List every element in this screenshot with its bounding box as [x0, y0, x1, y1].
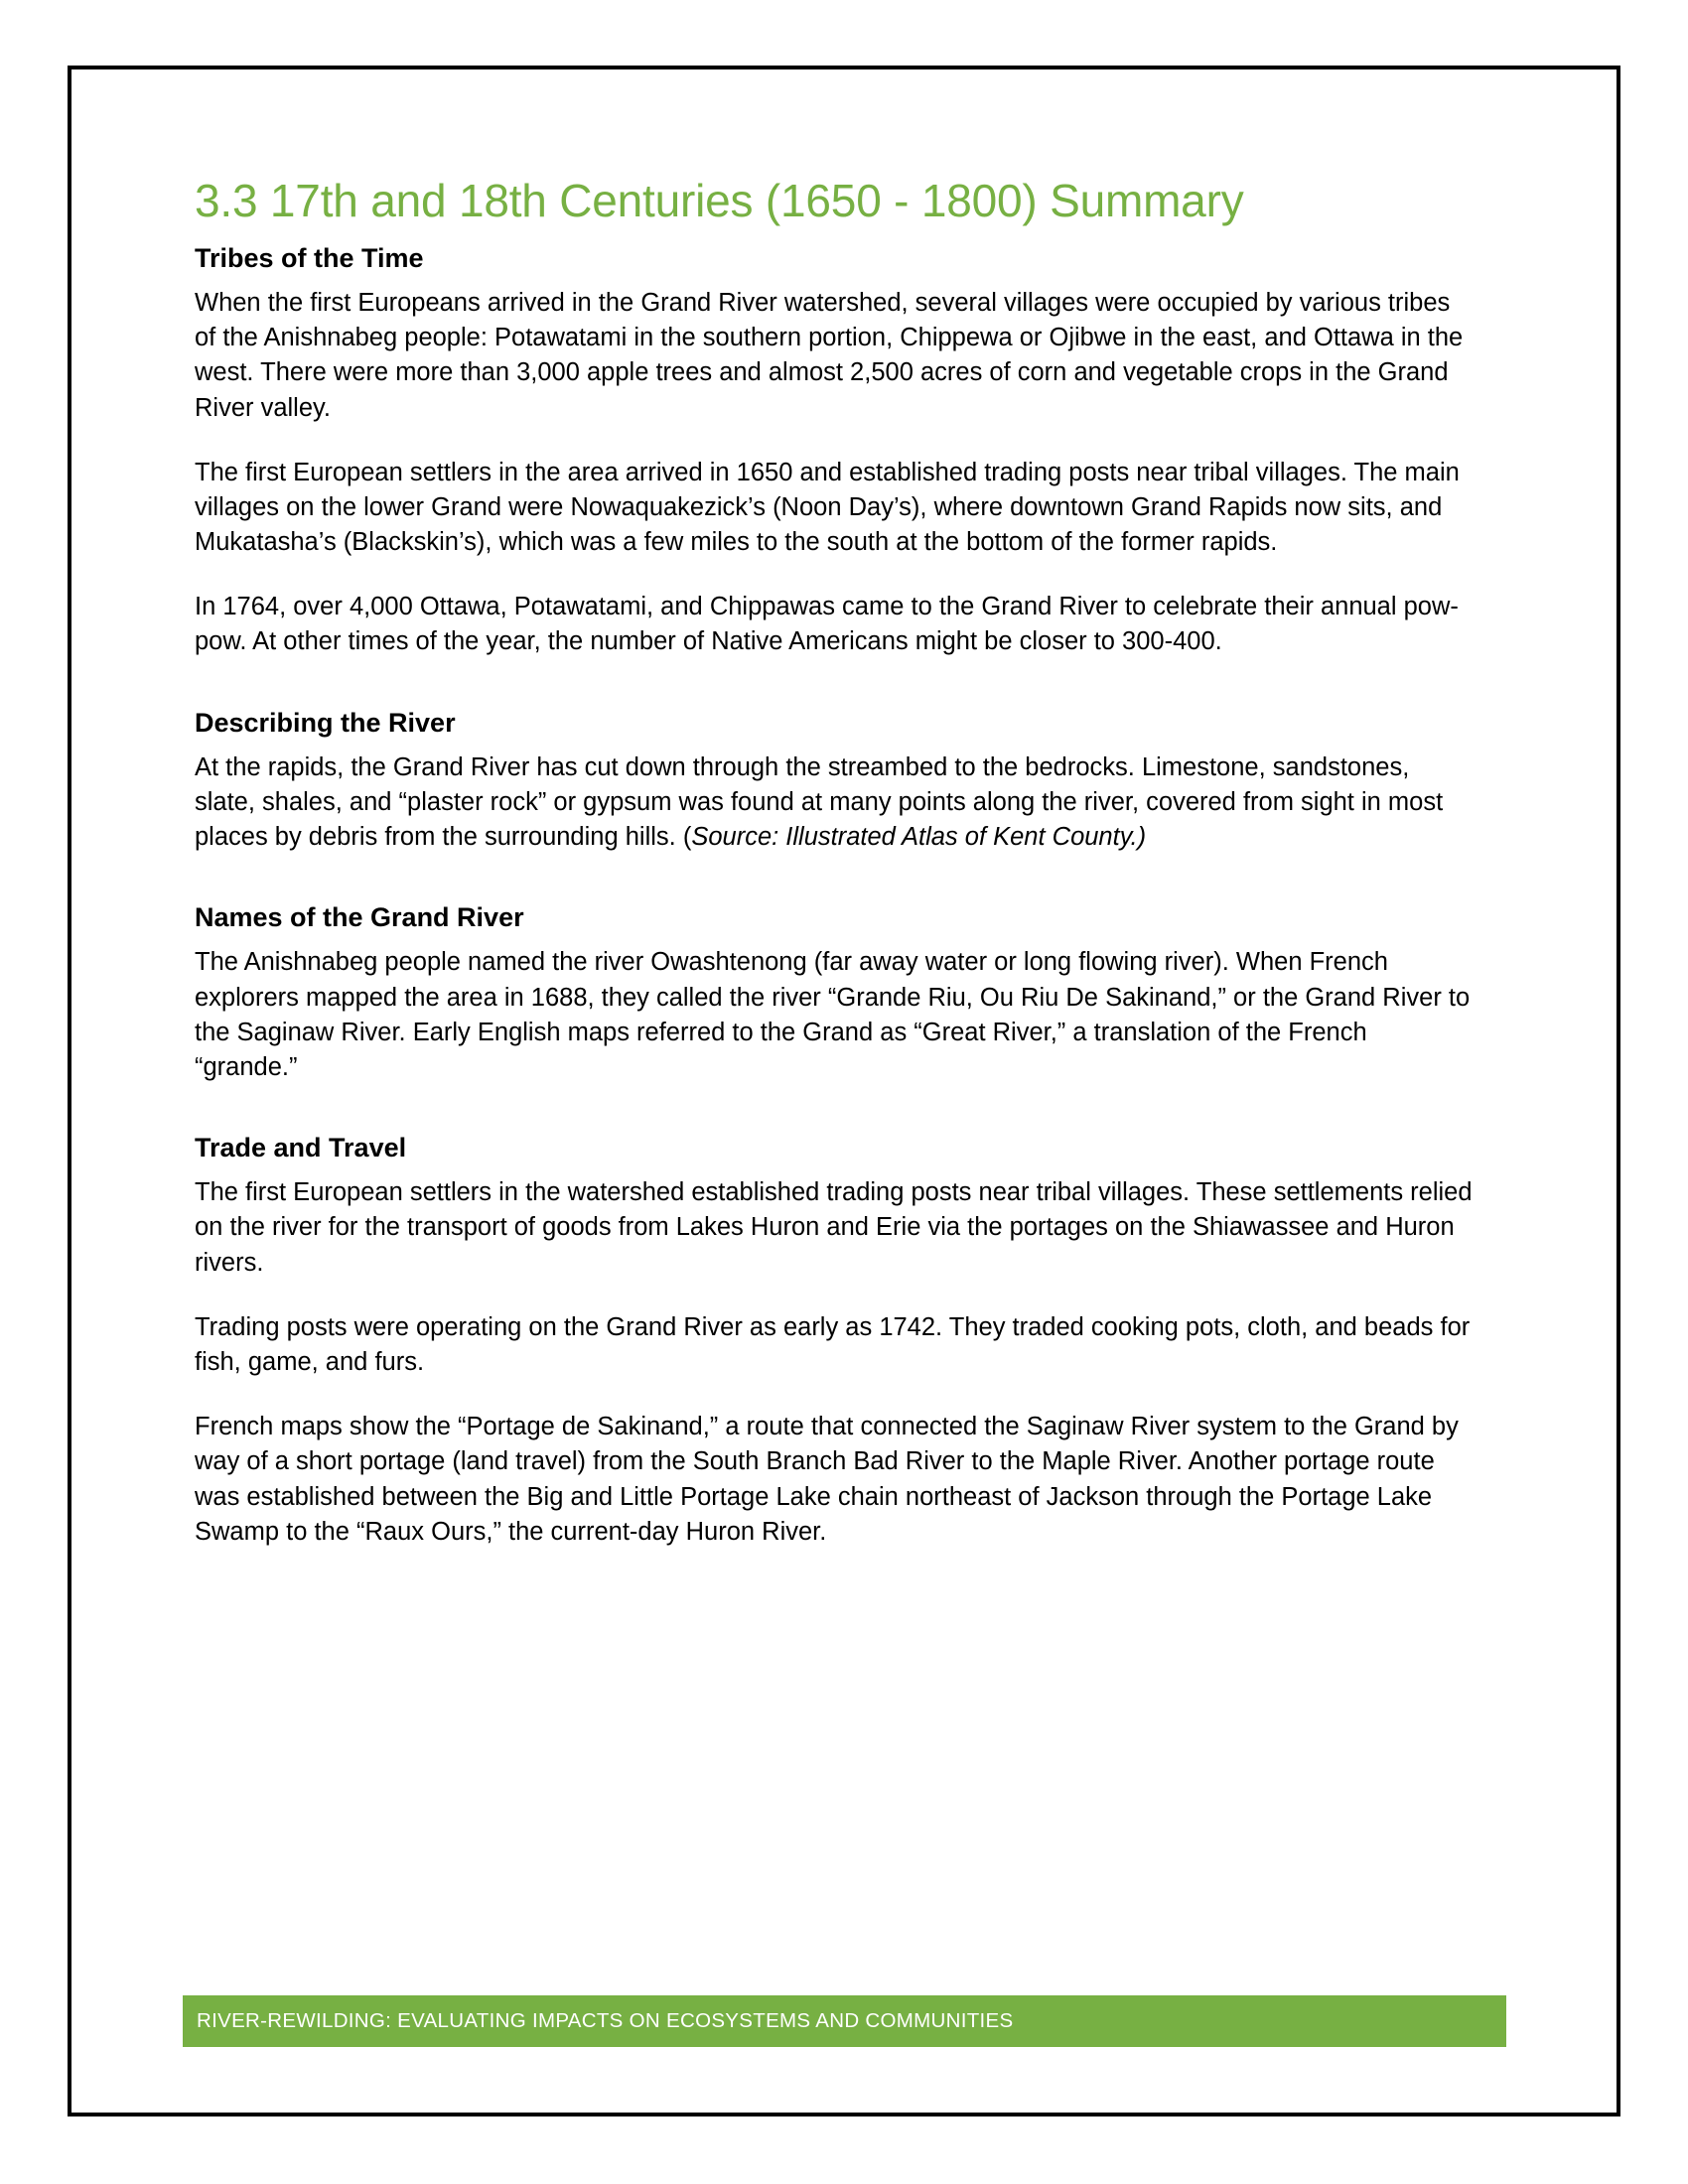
footer-banner	[183, 1995, 1506, 2047]
paragraph-tribes-2: The first European settlers in the area arrived in 1650 and established trading posts near tribal villages. The main villages on the lower Grand were Nowaquakezick’s (Noon Day’s), where downtown Grand Rapids now sits, and Mukatasha’s (Blackskin’s), which was a few miles to the south at the bottom of the former rapids.	[195, 458, 1460, 557]
footer-banner-text: RIVER-REWILDING: EVALUATING IMPACTS ON ECOSYSTEMS AND COMMUNITIES	[197, 2009, 1014, 2032]
paragraph-describing-1	[195, 751, 1474, 856]
section-trade-and-travel	[195, 1131, 1474, 1165]
section-names-of-the-grand-river	[195, 900, 1474, 935]
section-heading-names-of-the-grand-river: Names of the Grand River	[195, 902, 524, 933]
paragraph-trade-2: Trading posts were operating on the Grand River as early as 1742. They traded cooking pots, cloth, and beads for fish, game, and furs.	[195, 1312, 1471, 1377]
paragraph-trade-3: French maps show the “Portage de Sakinand,” a route that connected the Saginaw River system to the Grand by way of a short portage (land travel) from the South Branch Bad River to the Maple River. Another portage route was established between the Big and Little Portage Lake chain northeast of Jackson through the Portage Lake Swamp to the “Raux Ours,” the current-day Huron River.	[195, 1413, 1459, 1546]
paragraph-names-1: The Anishnabeg people named the river Owashtenong (far away water or long flowing river). When French explorers mapped the area in 1688, they called the river “Grande Riu, Ou Riu De Sakinand,” or the Grand River to the Saginaw River. Early English maps referred to the Grand as “Great River,” a translation of the French “grande.”	[195, 948, 1471, 1081]
document-content	[195, 175, 1474, 1550]
section-heading-describing-the-river: Describing the River	[195, 707, 456, 738]
paragraph-describing-1-source-citation: Source: Illustrated Atlas of Kent County.	[691, 823, 1138, 852]
page-title: 3.3 17th and 18th Centuries (1650 - 1800) Summary	[195, 175, 1244, 226]
paragraph-describing-1-close-paren: )	[1137, 823, 1147, 852]
paragraph-tribes-3: In 1764, over 4,000 Ottawa, Potawatami, and Chippawas came to the Grand River to celebrate their annual pow-pow. At other times of the year, the number of Native Americans might be closer to 300-400.	[195, 593, 1459, 656]
section-tribes-of-the-time	[195, 241, 1474, 276]
section-heading-tribes-of-the-time: Tribes of the Time	[195, 242, 424, 273]
section-describing-the-river	[195, 706, 1474, 741]
section-heading-trade-and-travel: Trade and Travel	[195, 1133, 407, 1163]
paragraph-tribes-1: When the first Europeans arrived in the Grand River watershed, several villages were occupied by various tribes of the Anishnabeg people: Potawatami in the southern portion, Chippewa or Ojibwe in the east, and Ottawa in the west. There were more than 3,000 apple trees and almost 2,500 acres of corn and vegetable crops in the Grand River valley.	[195, 288, 1464, 422]
paragraph-trade-1: The first European settlers in the watershed established trading posts near tribal villages. These settlements relied on the river for the transport of goods from Lakes Huron and Erie via the portages on the Shiawassee and Huron rivers.	[195, 1178, 1473, 1277]
paragraph-describing-1-main: At the rapids, the Grand River has cut down through the streambed to the bedrocks. Limestone, sandstones, slate, shales, and “plaster rock” or gypsum was found at many points along the river, covered from sight in most places by debris from the surrounding hills. (	[195, 752, 1444, 852]
